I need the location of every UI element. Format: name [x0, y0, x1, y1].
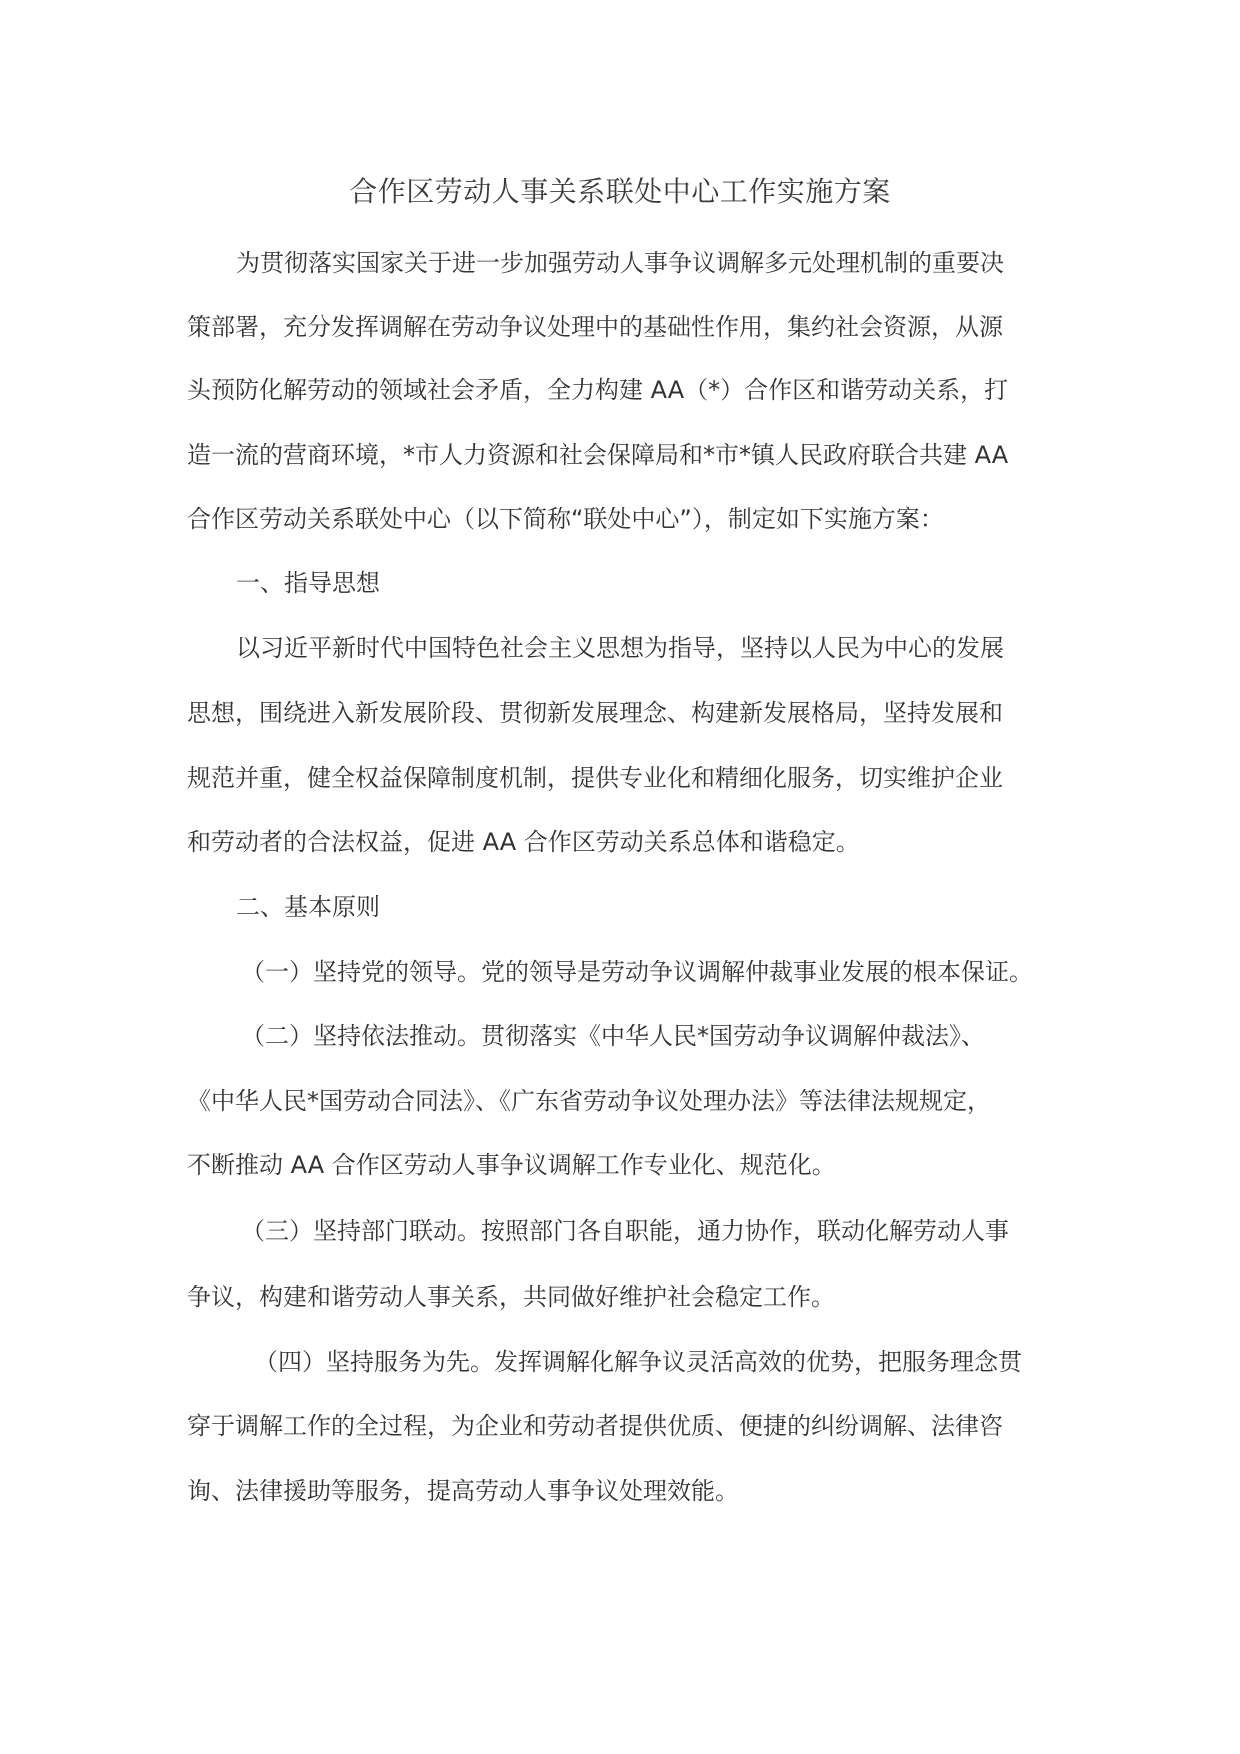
- text-line: 规范并重，健全权益保障制度机制，提供专业化和精细化服务，切实维护企业: [187, 764, 1003, 792]
- principle-item: （三）坚持部门联动。按照部门各自职能，通力协作，联动化解劳动人事: [241, 1217, 1009, 1245]
- text-line: 争议，构建和谐劳动人事关系，共同做好维护社会稳定工作。: [187, 1283, 835, 1311]
- text-line: 策部署，充分发挥调解在劳动争议处理中的基础性作用，集约社会资源，从源: [187, 313, 1003, 341]
- principle-item: （四）坚持服务为先。发挥调解化解争议灵活高效的优势，把服务理念贯: [254, 1348, 1022, 1376]
- text-line: 不断推动 AA 合作区劳动人事争议调解工作专业化、规范化。: [187, 1151, 836, 1179]
- principle-item: （一）坚持党的领导。党的领导是劳动争议调解仲裁事业发展的根本保证。: [241, 958, 1033, 986]
- text-line: 造一流的营商环境，*市人力资源和社会保障局和*市*镇人民政府联合共建 AA: [187, 441, 1009, 469]
- text-line: 思想，围绕进入新发展阶段、贯彻新发展理念、构建新发展格局，坚持发展和: [187, 699, 1003, 727]
- text-line: 询、法律援助等服务，提高劳动人事争议处理效能。: [187, 1477, 739, 1505]
- text-line: 穿于调解工作的全过程，为企业和劳动者提供优质、便捷的纠纷调解、法律咨: [187, 1412, 1003, 1440]
- text-line: 头预防化解劳动的领域社会矛盾，全力构建 AA（*）合作区和谐劳动关系，打: [187, 376, 1009, 404]
- document-title: 合作区劳动人事关系联处中心工作实施方案: [349, 175, 891, 208]
- text-line: 合作区劳动关系联处中心（以下简称“联处中心”），制定如下实施方案：: [187, 505, 944, 533]
- principle-item: （二）坚持依法推动。贯彻落实《中华人民*国劳动争议调解仲裁法》、: [241, 1022, 985, 1050]
- section-heading: 二、基本原则: [236, 893, 380, 921]
- text-line: 为贯彻落实国家关于进一步加强劳动人事争议调解多元处理机制的重要决: [236, 249, 1004, 277]
- text-line: 《中华人民*国劳动合同法》、《广东省劳动争议处理办法》等法律法规规定，: [187, 1087, 991, 1115]
- text-line: 以习近平新时代中国特色社会主义思想为指导，坚持以人民为中心的发展: [236, 634, 1004, 662]
- section-heading: 一、指导思想: [236, 569, 380, 597]
- text-line: 和劳动者的合法权益，促进 AA 合作区劳动关系总体和谐稳定。: [187, 828, 860, 856]
